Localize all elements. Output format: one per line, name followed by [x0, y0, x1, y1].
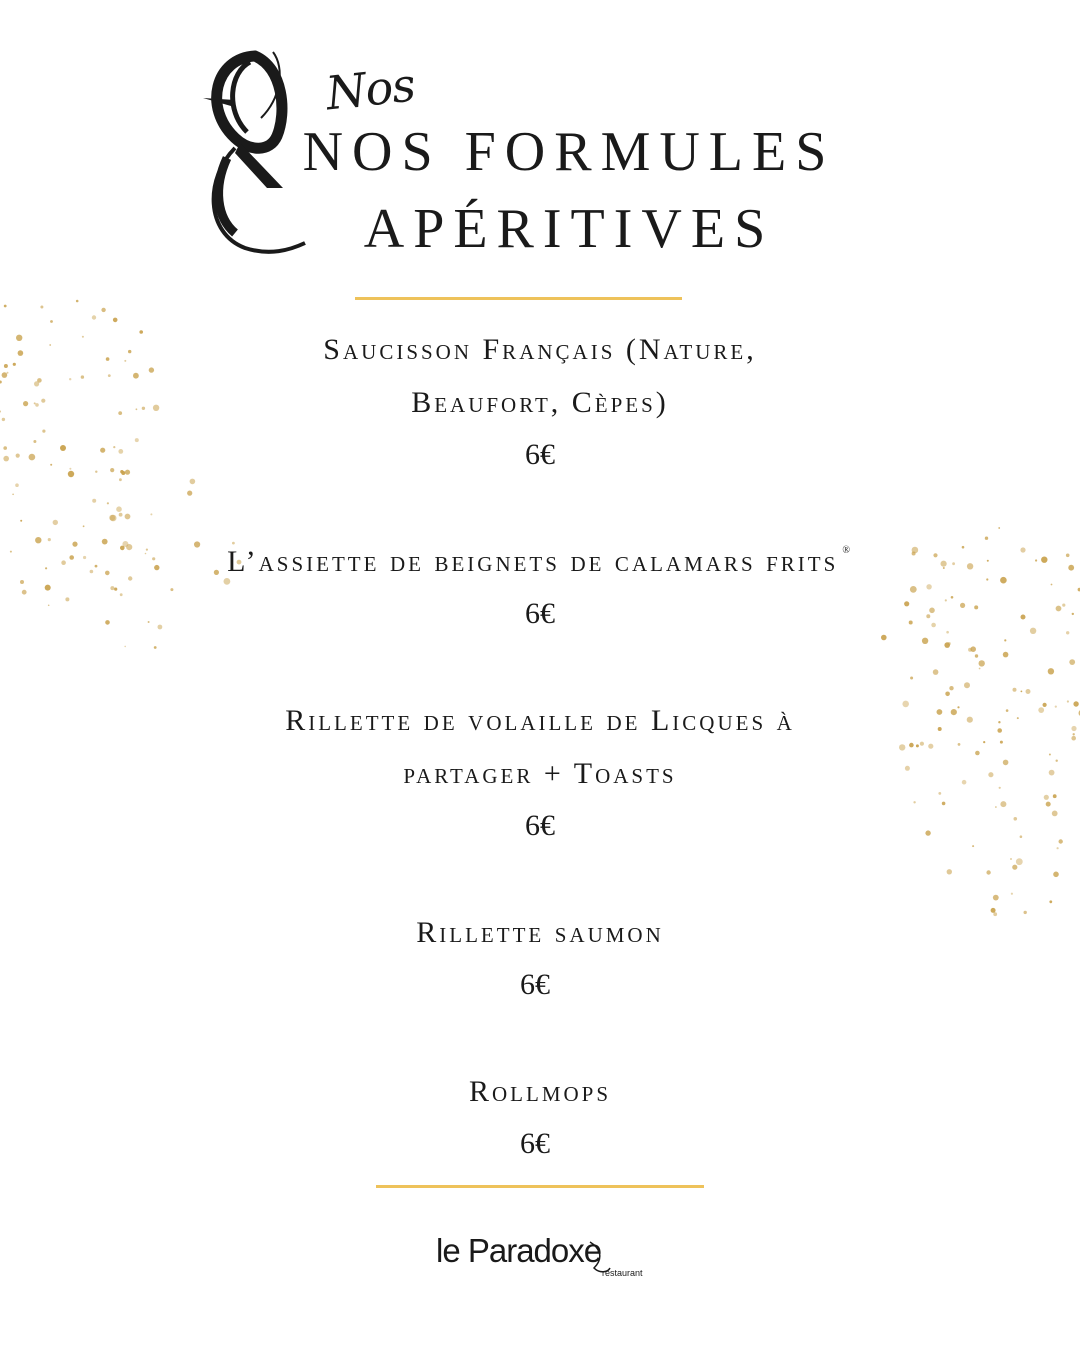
- gold-speckle: [964, 682, 970, 688]
- menu-item-price: 6€: [520, 968, 550, 1001]
- gold-speckle: [979, 668, 981, 670]
- gold-speckle: [899, 744, 905, 750]
- gold-speckle: [83, 525, 85, 527]
- gold-speckle: [92, 499, 96, 503]
- gold-speckle: [20, 520, 22, 522]
- gold-speckle: [945, 692, 950, 697]
- gold-speckle: [922, 638, 928, 644]
- gold-speckle: [970, 646, 976, 652]
- gold-speckle: [944, 642, 950, 648]
- gold-speckle: [1066, 631, 1069, 634]
- menu-item-name: Rollmops: [468, 1075, 612, 1108]
- gold-speckle: [1013, 688, 1017, 692]
- gold-speckle: [1011, 893, 1013, 895]
- menu-item-label: L’assiette de beignets de calamars frits: [227, 545, 839, 578]
- menu-item-price: 6€: [525, 809, 555, 842]
- gold-speckle: [124, 646, 126, 648]
- gold-speckle: [1023, 911, 1026, 914]
- gold-speckle: [1003, 652, 1009, 658]
- gold-speckle: [947, 869, 952, 874]
- gold-speckle: [913, 801, 915, 803]
- gold-speckle: [972, 845, 974, 847]
- gold-speckle: [926, 584, 931, 589]
- menu-item-name: Rillette saumon: [416, 916, 664, 949]
- menu-item-price: 6€: [525, 597, 555, 630]
- brand-subtitle: restaurant: [602, 1268, 643, 1278]
- gold-speckle: [109, 515, 115, 521]
- gold-speckle: [1051, 584, 1053, 586]
- gold-speckle: [150, 513, 152, 515]
- gold-speckle: [910, 677, 913, 680]
- script-heading-word: Nos: [323, 57, 418, 121]
- gold-speckle: [985, 537, 988, 540]
- gold-speckle: [1026, 689, 1031, 694]
- menu-item-name: Rillette de volaille de Licques à: [285, 704, 795, 737]
- gold-speckle: [35, 537, 41, 543]
- gold-speckle: [938, 792, 941, 795]
- gold-speckle: [975, 751, 980, 756]
- gold-speckle: [42, 430, 45, 433]
- gold-speckle: [910, 586, 917, 593]
- menu-item-price: 6€: [520, 1127, 550, 1160]
- gold-speckle: [107, 502, 109, 504]
- brand-name: le Paradoxe: [436, 1232, 602, 1269]
- gold-speckle: [1044, 795, 1049, 800]
- gold-speckle: [149, 367, 154, 372]
- gold-speckle: [1046, 802, 1051, 807]
- gold-speckle: [45, 585, 51, 591]
- gold-speckle: [881, 635, 887, 641]
- gold-speckle: [1049, 754, 1051, 756]
- gold-speckle: [119, 478, 122, 481]
- gold-speckle: [946, 631, 949, 634]
- gold-speckle: [1000, 801, 1006, 807]
- menu-item-price: 6€: [525, 438, 555, 471]
- gold-speckle: [991, 908, 996, 913]
- gold-speckle: [7, 372, 9, 374]
- gold-speckle: [113, 318, 118, 323]
- gold-speckle: [986, 870, 990, 874]
- gold-speckle: [920, 742, 924, 746]
- gold-speckle: [949, 686, 953, 690]
- gold-speckle: [116, 506, 122, 512]
- gold-speckle: [76, 300, 79, 303]
- gold-speckle: [1004, 639, 1006, 641]
- gold-speckle: [995, 806, 997, 808]
- gold-speckle: [1000, 741, 1003, 744]
- gold-speckle: [108, 374, 111, 377]
- page-title-line-2: APÉRITIVES: [363, 198, 775, 260]
- gold-speckle: [909, 743, 914, 748]
- gold-speckle: [4, 305, 7, 308]
- gold-speckle: [979, 660, 985, 666]
- gold-speckle: [993, 895, 999, 901]
- gold-speckle: [120, 593, 123, 596]
- gold-speckle: [1069, 659, 1075, 665]
- gold-speckle: [190, 479, 196, 485]
- gold-speckle: [170, 588, 173, 591]
- gold-speckle: [119, 513, 123, 517]
- gold-speckle: [53, 520, 58, 525]
- page-title-line-1: NOS FORMULES: [302, 121, 836, 183]
- gold-speckle: [15, 483, 19, 487]
- gold-speckle: [1048, 668, 1054, 674]
- gold-speckle: [81, 375, 84, 378]
- gold-speckle: [40, 306, 43, 309]
- gold-speckle: [22, 590, 27, 595]
- gold-speckle: [50, 320, 53, 323]
- menu-item-name: Saucisson Français (Nature,: [323, 333, 757, 366]
- gold-speckle: [1053, 872, 1059, 878]
- gold-speckle: [983, 741, 985, 743]
- gold-speckle: [1049, 900, 1052, 903]
- gold-speckle: [0, 381, 2, 384]
- gold-speckle: [69, 378, 71, 380]
- menu-item-name: [0, 545, 1080, 579]
- gold-speckle: [224, 578, 231, 585]
- gold-speckle: [110, 586, 114, 590]
- gold-speckle: [125, 514, 131, 520]
- gold-speckle: [102, 539, 108, 545]
- gold-speckle: [916, 744, 919, 747]
- gold-speckle: [48, 538, 51, 541]
- gold-speckle: [1010, 858, 1012, 860]
- gold-speckle: [1012, 865, 1017, 870]
- gold-speckle: [1016, 858, 1023, 865]
- gold-speckle: [1021, 691, 1023, 693]
- gold-speckle: [12, 494, 14, 496]
- gold-speckle: [92, 315, 96, 319]
- gold-speckle: [114, 588, 117, 591]
- gold-speckle: [958, 743, 961, 746]
- gold-speckle: [975, 654, 978, 657]
- registered-mark-icon: ®: [842, 545, 853, 556]
- gold-speckle: [154, 646, 157, 649]
- gold-speckle: [933, 669, 939, 675]
- menu-item-name: Beaufort, Cèpes): [411, 386, 669, 419]
- gold-speckle: [20, 580, 24, 584]
- bottom-divider: [376, 1185, 704, 1188]
- gold-speckle: [1057, 847, 1059, 849]
- top-divider: [355, 297, 682, 300]
- gold-speckle: [133, 373, 139, 379]
- gold-speckle: [2, 372, 8, 378]
- gold-speckle: [101, 308, 105, 312]
- brand-logo: [436, 1232, 656, 1292]
- gold-speckle: [187, 491, 192, 496]
- gold-speckle: [1053, 794, 1057, 798]
- gold-speckle: [998, 527, 1000, 529]
- gold-speckle: [928, 744, 933, 749]
- gold-speckle: [1067, 700, 1069, 702]
- menu-item-name: partager + Toasts: [403, 757, 677, 790]
- gold-speckle: [942, 802, 946, 806]
